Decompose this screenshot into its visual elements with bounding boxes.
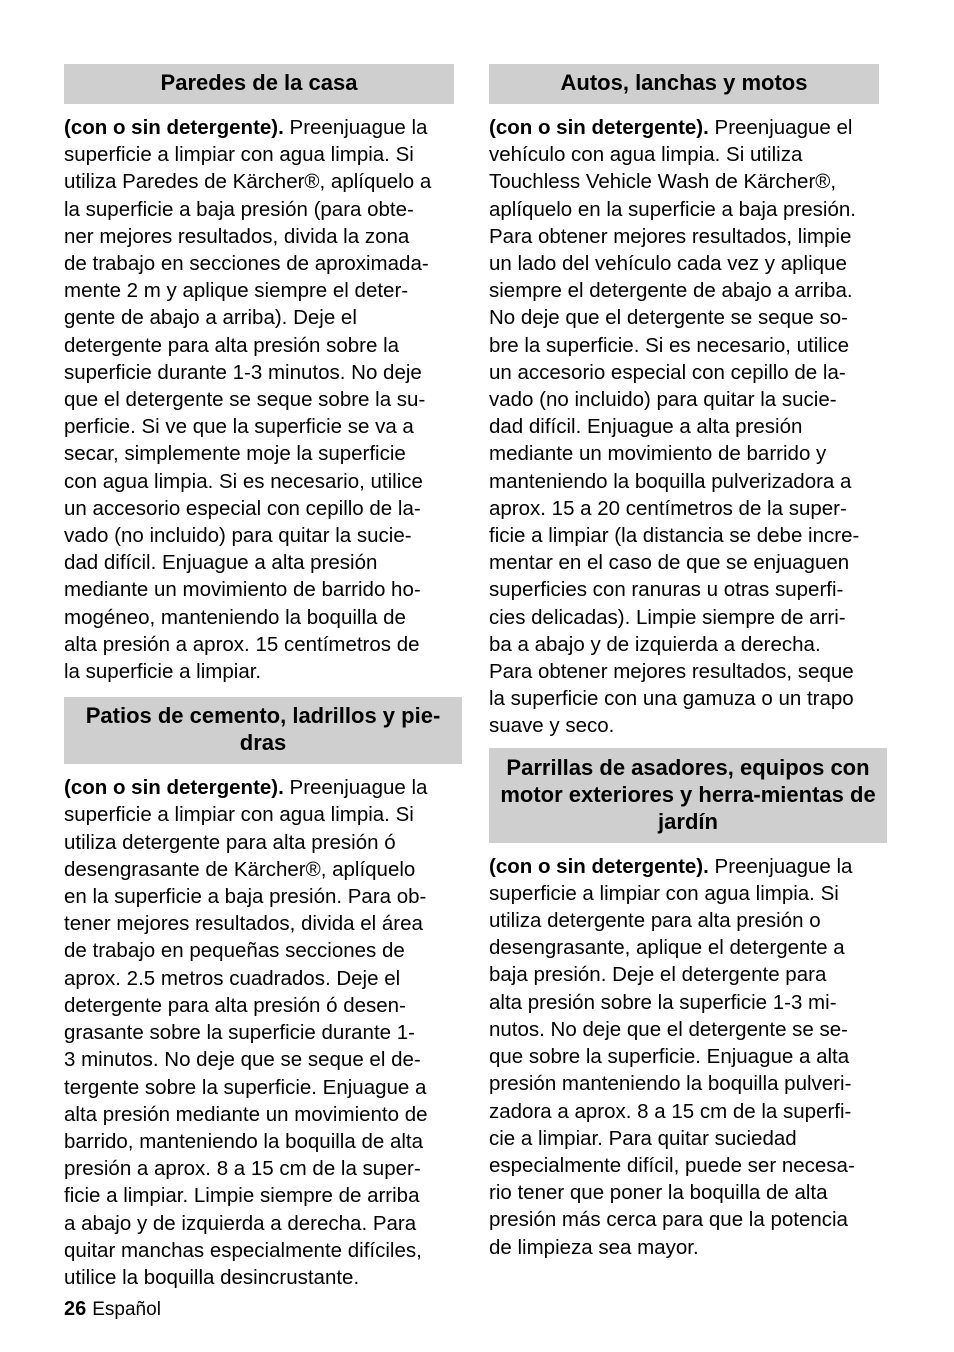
- patios-line: a abajo y de izquierda a derecha. Para: [64, 1211, 417, 1235]
- grills-line: que sobre la superficie. Enjuague a alta: [489, 1045, 850, 1069]
- patios-line: Preenjuague la: [283, 776, 428, 800]
- walls-line: utiliza Paredes de Kärcher®, aplíquelo a: [64, 170, 432, 194]
- grills-line: alta presión sobre la superficie 1-3 mi-: [489, 990, 837, 1014]
- patios-line: tener mejores resultados, divida el área: [64, 912, 423, 936]
- page-number: 26: [64, 1298, 87, 1320]
- vehicles-heading: Autos, lanchas y motos: [489, 64, 879, 104]
- grills-paragraph: [489, 853, 887, 1261]
- vehicles-line: aprox. 15 a 20 centímetros de la super-: [489, 496, 847, 520]
- walls-line: ner mejores resultados, divida la zona: [64, 224, 410, 248]
- walls-line: superficie a limpiar con agua limpia. Si: [64, 143, 414, 167]
- vehicles-line: ba a abajo y de izquierda a derecha.: [489, 632, 821, 656]
- grills-heading: Parrillas de asadores, equipos con motor exteriores y herra-mientas de jardín: [489, 748, 887, 843]
- grills-line: baja presión. Deje el detergente para: [489, 963, 827, 987]
- walls-line: que el detergente se seque sobre la su-: [64, 388, 426, 412]
- patios-line: en la superficie a baja presión. Para ob-: [64, 885, 427, 909]
- vehicles-line: vehículo con agua limpia. Si utiliza: [489, 143, 803, 167]
- patios-line: utiliza detergente para alta presión ó: [64, 830, 396, 854]
- walls-line: gente de abajo a arriba). Deje el: [64, 306, 357, 330]
- walls-line: Preenjuague la: [283, 116, 428, 139]
- grills-line: presión más cerca para que la potencia: [489, 1208, 848, 1232]
- vehicles-line: manteniendo la boquilla pulverizadora a: [489, 469, 852, 493]
- grills-line: desengrasante, aplique el detergente a: [489, 936, 845, 960]
- patios-line: aprox. 2.5 metros cuadrados. Deje el: [64, 966, 401, 990]
- vehicles-line: aplíquelo en la superficie a baja presión.: [489, 197, 856, 221]
- grills-line: zadora a aprox. 8 a 15 cm de la superfi-: [489, 1099, 852, 1123]
- vehicles-line: Para obtener mejores resultados, limpie: [489, 224, 852, 248]
- vehicles-line: ficie a limpiar (la distancia se debe incre-: [489, 524, 860, 548]
- vehicles-line: un accesorio especial con cepillo de la-: [489, 360, 846, 384]
- patios-line: quitar manchas especialmente difíciles,: [64, 1238, 422, 1262]
- patios-line: desengrasante de Kärcher®, aplíquelo: [64, 857, 416, 881]
- vehicles-line: suave y seco.: [489, 714, 615, 738]
- right-column: [489, 64, 887, 1261]
- walls-line: la superficie a baja presión (para obte-: [64, 197, 414, 221]
- walls-line: de trabajo en secciones de aproximada-: [64, 252, 429, 276]
- walls-line: mente 2 m y aplique siempre el deter-: [64, 279, 409, 303]
- patios-lead: (con o sin detergente).: [64, 776, 284, 800]
- grills-line: especialmente difícil, puede ser necesa-: [489, 1153, 855, 1177]
- vehicles-line: siempre el detergente de abajo a arriba.: [489, 279, 853, 303]
- vehicles-line: mentar en el caso de que se enjuaguen: [489, 551, 850, 575]
- patios-line: barrido, manteniendo la boquilla de alta: [64, 1129, 424, 1153]
- walls-paragraph: [64, 114, 462, 685]
- vehicles-line: la superficie con una gamuza o un trapo: [489, 687, 854, 711]
- grills-line: cie a limpiar. Para quitar suciedad: [489, 1126, 797, 1150]
- walls-line: alta presión a aprox. 15 centímetros de: [64, 632, 420, 656]
- vehicles-line: Para obtener mejores resultados, seque: [489, 660, 854, 684]
- vehicles-line: No deje que el detergente se seque so-: [489, 306, 849, 330]
- vehicles-line: bre la superficie. Si es necesario, utilice: [489, 333, 850, 357]
- patios-line: presión a aprox. 8 a 15 cm de la super-: [64, 1157, 421, 1181]
- walls-heading: Paredes de la casa: [64, 64, 454, 104]
- patios-line: ficie a limpiar. Limpie siempre de arriba: [64, 1184, 420, 1208]
- grills-line: superficie a limpiar con agua limpia. Si: [489, 881, 839, 905]
- walls-line: secar, simplemente moje la superficie: [64, 442, 406, 466]
- grills-line: nutos. No deje que el detergente se se-: [489, 1017, 848, 1041]
- walls-line: dad difícil. Enjuague a alta presión: [64, 551, 378, 575]
- patios-line: utilice la boquilla desincrustante.: [64, 1265, 360, 1289]
- vehicles-line: cies delicadas). Limpie siempre de arri-: [489, 605, 846, 629]
- walls-line: detergente para alta presión sobre la: [64, 333, 400, 357]
- patios-line: grasante sobre la superficie durante 1-: [64, 1021, 415, 1045]
- vehicles-line: Preenjuague el: [708, 116, 853, 139]
- vehicles-lead: (con o sin detergente).: [489, 116, 709, 139]
- vehicles-line: dad difícil. Enjuague a alta presión: [489, 415, 803, 439]
- walls-lead: (con o sin detergente).: [64, 116, 284, 139]
- grills-lead: (con o sin detergente).: [489, 854, 709, 878]
- grills-line: Preenjuague la: [708, 854, 853, 878]
- patios-heading: Patios de cemento, ladrillos y pie-dras: [64, 697, 462, 764]
- walls-line: la superficie a limpiar.: [64, 660, 262, 684]
- patios-line: de trabajo en pequeñas secciones de: [64, 939, 405, 963]
- walls-line: con agua limpia. Si es necesario, utilice: [64, 469, 423, 493]
- walls-line: mediante un movimiento de barrido ho-: [64, 578, 421, 602]
- grills-line: presión manteniendo la boquilla pulveri-: [489, 1072, 852, 1096]
- patios-line: alta presión mediante un movimiento de: [64, 1102, 428, 1126]
- walls-line: perficie. Si ve que la superficie se va a: [64, 415, 414, 439]
- patios-line: tergente sobre la superficie. Enjuague a: [64, 1075, 427, 1099]
- walls-line: superficie durante 1-3 minutos. No deje: [64, 360, 422, 384]
- vehicles-line: superficies con ranuras u otras superfi-: [489, 578, 844, 602]
- vehicles-line: mediante un movimiento de barrido y: [489, 442, 827, 466]
- vehicles-paragraph: [489, 114, 887, 740]
- left-column: [64, 64, 462, 1291]
- walls-line: mogéneo, manteniendo la boquilla de: [64, 605, 406, 629]
- vehicles-line: Touchless Vehicle Wash de Kärcher®,: [489, 170, 837, 194]
- grills-line: utiliza detergente para alta presión o: [489, 909, 821, 933]
- patios-line: superficie a limpiar con agua limpia. Si: [64, 803, 414, 827]
- walls-line: vado (no incluido) para quitar la sucie-: [64, 524, 412, 548]
- patios-line: detergente para alta presión ó desen-: [64, 993, 406, 1017]
- grills-line: de limpieza sea mayor.: [489, 1235, 699, 1259]
- page-footer: [64, 1297, 161, 1322]
- footer-language: Español: [92, 1299, 161, 1320]
- walls-line: un accesorio especial con cepillo de la-: [64, 496, 421, 520]
- patios-paragraph: [64, 774, 462, 1291]
- grills-line: rio tener que poner la boquilla de alta: [489, 1181, 828, 1205]
- vehicles-line: vado (no incluido) para quitar la sucie-: [489, 388, 837, 412]
- vehicles-line: un lado del vehículo cada vez y aplique: [489, 252, 847, 276]
- patios-line: 3 minutos. No deje que se seque el de-: [64, 1048, 421, 1072]
